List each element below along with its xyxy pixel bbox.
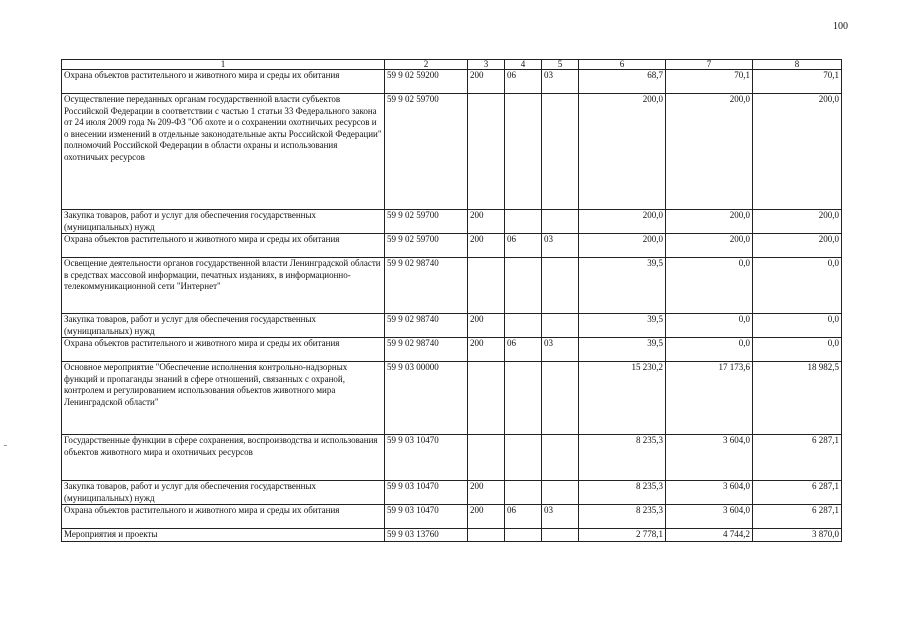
row-value-col7: 4 744,2 xyxy=(666,529,753,542)
row-value-col6: 39,5 xyxy=(579,258,666,314)
row-col4 xyxy=(505,435,542,481)
row-value-col6: 39,5 xyxy=(579,338,666,362)
row-col4 xyxy=(505,481,542,505)
row-value-col6: 200,0 xyxy=(579,94,666,210)
row-value-col6: 39,5 xyxy=(579,314,666,338)
margin-mark xyxy=(4,445,7,446)
column-header: 1 xyxy=(62,60,385,70)
row-col4 xyxy=(505,362,542,435)
table-row xyxy=(62,210,842,234)
table-row xyxy=(62,70,842,94)
row-description: Закупка товаров, работ и услуг для обеспечения государственных (муниципальных) нужд xyxy=(62,210,385,234)
row-code: 59 9 02 98740 xyxy=(385,314,468,338)
row-col3: 200 xyxy=(468,481,505,505)
column-header: 2 xyxy=(385,60,468,70)
row-col5 xyxy=(542,362,579,435)
row-code: 59 9 02 59700 xyxy=(385,210,468,234)
row-col3 xyxy=(468,94,505,210)
row-description: Осуществление переданных органам государственной власти субъектов Российской Федерации в соответствии с частью 1 статьи 33 Федерального закона от 24 июля 2009 года № 209-ФЗ "Об охоте и о сохранении охотничьих ресурсов и о внесении изменений в отдельные законодательные акты Российской Федерации" полномочий Российской Федерации в области охраны и использования охотничьих ресурсов xyxy=(62,94,385,210)
table-row xyxy=(62,338,842,362)
row-code: 59 9 02 98740 xyxy=(385,258,468,314)
row-value-col7: 200,0 xyxy=(666,210,753,234)
row-col5: 03 xyxy=(542,234,579,258)
row-value-col8: 0,0 xyxy=(753,314,842,338)
row-col3 xyxy=(468,362,505,435)
row-value-col6: 8 235,3 xyxy=(579,435,666,481)
column-number-row xyxy=(62,60,842,70)
row-col3: 200 xyxy=(468,234,505,258)
table-row xyxy=(62,94,842,210)
row-col5: 03 xyxy=(542,505,579,529)
row-value-col8: 200,0 xyxy=(753,94,842,210)
row-description: Основное мероприятие "Обеспечение исполнения контрольно-надзорных функций и пропаганды знаний в сфере отношений, связанных с охраной, контролем и регулированием использования объектов животного мира Ленинградской области" xyxy=(62,362,385,435)
row-value-col7: 0,0 xyxy=(666,314,753,338)
row-value-col7: 3 604,0 xyxy=(666,481,753,505)
row-col4: 06 xyxy=(505,505,542,529)
row-col5 xyxy=(542,210,579,234)
table-row xyxy=(62,481,842,505)
row-col4 xyxy=(505,314,542,338)
row-description: Освещение деятельности органов государственной власти Ленинградской области в средствах массовой информации, печатных изданиях, в информационно-телекоммуникационной сети "Интернет" xyxy=(62,258,385,314)
row-code: 59 9 03 10470 xyxy=(385,435,468,481)
row-value-col8: 200,0 xyxy=(753,210,842,234)
row-value-col7: 70,1 xyxy=(666,70,753,94)
row-col4 xyxy=(505,94,542,210)
row-value-col6: 15 230,2 xyxy=(579,362,666,435)
column-header: 3 xyxy=(468,60,505,70)
column-header: 7 xyxy=(666,60,753,70)
row-col3 xyxy=(468,435,505,481)
row-col4 xyxy=(505,529,542,542)
row-col4: 06 xyxy=(505,234,542,258)
row-value-col8: 3 870,0 xyxy=(753,529,842,542)
column-header: 8 xyxy=(753,60,842,70)
row-value-col6: 200,0 xyxy=(579,234,666,258)
table-row xyxy=(62,529,842,542)
row-description: Государственные функции в сфере сохранения, воспроизводства и использования объектов животного мира и охотничьих ресурсов xyxy=(62,435,385,481)
row-value-col6: 8 235,3 xyxy=(579,505,666,529)
row-col5: 03 xyxy=(542,338,579,362)
row-col5 xyxy=(542,529,579,542)
row-value-col6: 8 235,3 xyxy=(579,481,666,505)
row-code: 59 9 03 10470 xyxy=(385,505,468,529)
row-value-col8: 0,0 xyxy=(753,338,842,362)
row-col3: 200 xyxy=(468,70,505,94)
row-col4: 06 xyxy=(505,338,542,362)
row-value-col8: 6 287,1 xyxy=(753,435,842,481)
row-col5 xyxy=(542,435,579,481)
row-description: Охрана объектов растительного и животного мира и среды их обитания xyxy=(62,505,385,529)
row-code: 59 9 03 00000 xyxy=(385,362,468,435)
row-code: 59 9 03 13760 xyxy=(385,529,468,542)
row-value-col6: 68,7 xyxy=(579,70,666,94)
budget-table xyxy=(61,59,842,542)
row-col3: 200 xyxy=(468,314,505,338)
row-value-col6: 2 778,1 xyxy=(579,529,666,542)
row-value-col6: 200,0 xyxy=(579,210,666,234)
table-row xyxy=(62,314,842,338)
row-col4 xyxy=(505,210,542,234)
row-code: 59 9 03 10470 xyxy=(385,481,468,505)
row-col5 xyxy=(542,314,579,338)
row-col3 xyxy=(468,258,505,314)
row-value-col8: 6 287,1 xyxy=(753,481,842,505)
row-code: 59 9 02 98740 xyxy=(385,338,468,362)
row-code: 59 9 02 59700 xyxy=(385,94,468,210)
row-description: Мероприятия и проекты xyxy=(62,529,385,542)
row-col4: 06 xyxy=(505,70,542,94)
row-value-col7: 3 604,0 xyxy=(666,435,753,481)
page-number: 100 xyxy=(833,21,848,32)
row-value-col7: 3 604,0 xyxy=(666,505,753,529)
table-row xyxy=(62,505,842,529)
row-col3: 200 xyxy=(468,210,505,234)
row-description: Закупка товаров, работ и услуг для обеспечения государственных (муниципальных) нужд xyxy=(62,314,385,338)
row-code: 59 9 02 59700 xyxy=(385,234,468,258)
row-value-col7: 200,0 xyxy=(666,94,753,210)
row-code: 59 9 02 59200 xyxy=(385,70,468,94)
row-description: Закупка товаров, работ и услуг для обеспечения государственных (муниципальных) нужд xyxy=(62,481,385,505)
row-col3: 200 xyxy=(468,505,505,529)
column-header: 4 xyxy=(505,60,542,70)
row-col5 xyxy=(542,481,579,505)
table-row xyxy=(62,234,842,258)
row-col3 xyxy=(468,529,505,542)
row-value-col8: 0,0 xyxy=(753,258,842,314)
row-col4 xyxy=(505,258,542,314)
table-row xyxy=(62,435,842,481)
row-description: Охрана объектов растительного и животного мира и среды их обитания xyxy=(62,234,385,258)
row-value-col7: 0,0 xyxy=(666,338,753,362)
row-col5: 03 xyxy=(542,70,579,94)
row-value-col7: 200,0 xyxy=(666,234,753,258)
row-col5 xyxy=(542,94,579,210)
row-value-col8: 18 982,5 xyxy=(753,362,842,435)
row-description: Охрана объектов растительного и животного мира и среды их обитания xyxy=(62,70,385,94)
column-header: 6 xyxy=(579,60,666,70)
row-value-col8: 70,1 xyxy=(753,70,842,94)
column-header: 5 xyxy=(542,60,579,70)
row-col5 xyxy=(542,258,579,314)
row-value-col8: 200,0 xyxy=(753,234,842,258)
table-row xyxy=(62,258,842,314)
row-value-col7: 0,0 xyxy=(666,258,753,314)
row-description: Охрана объектов растительного и животного мира и среды их обитания xyxy=(62,338,385,362)
row-value-col8: 6 287,1 xyxy=(753,505,842,529)
row-value-col7: 17 173,6 xyxy=(666,362,753,435)
row-col3: 200 xyxy=(468,338,505,362)
table-row xyxy=(62,362,842,435)
